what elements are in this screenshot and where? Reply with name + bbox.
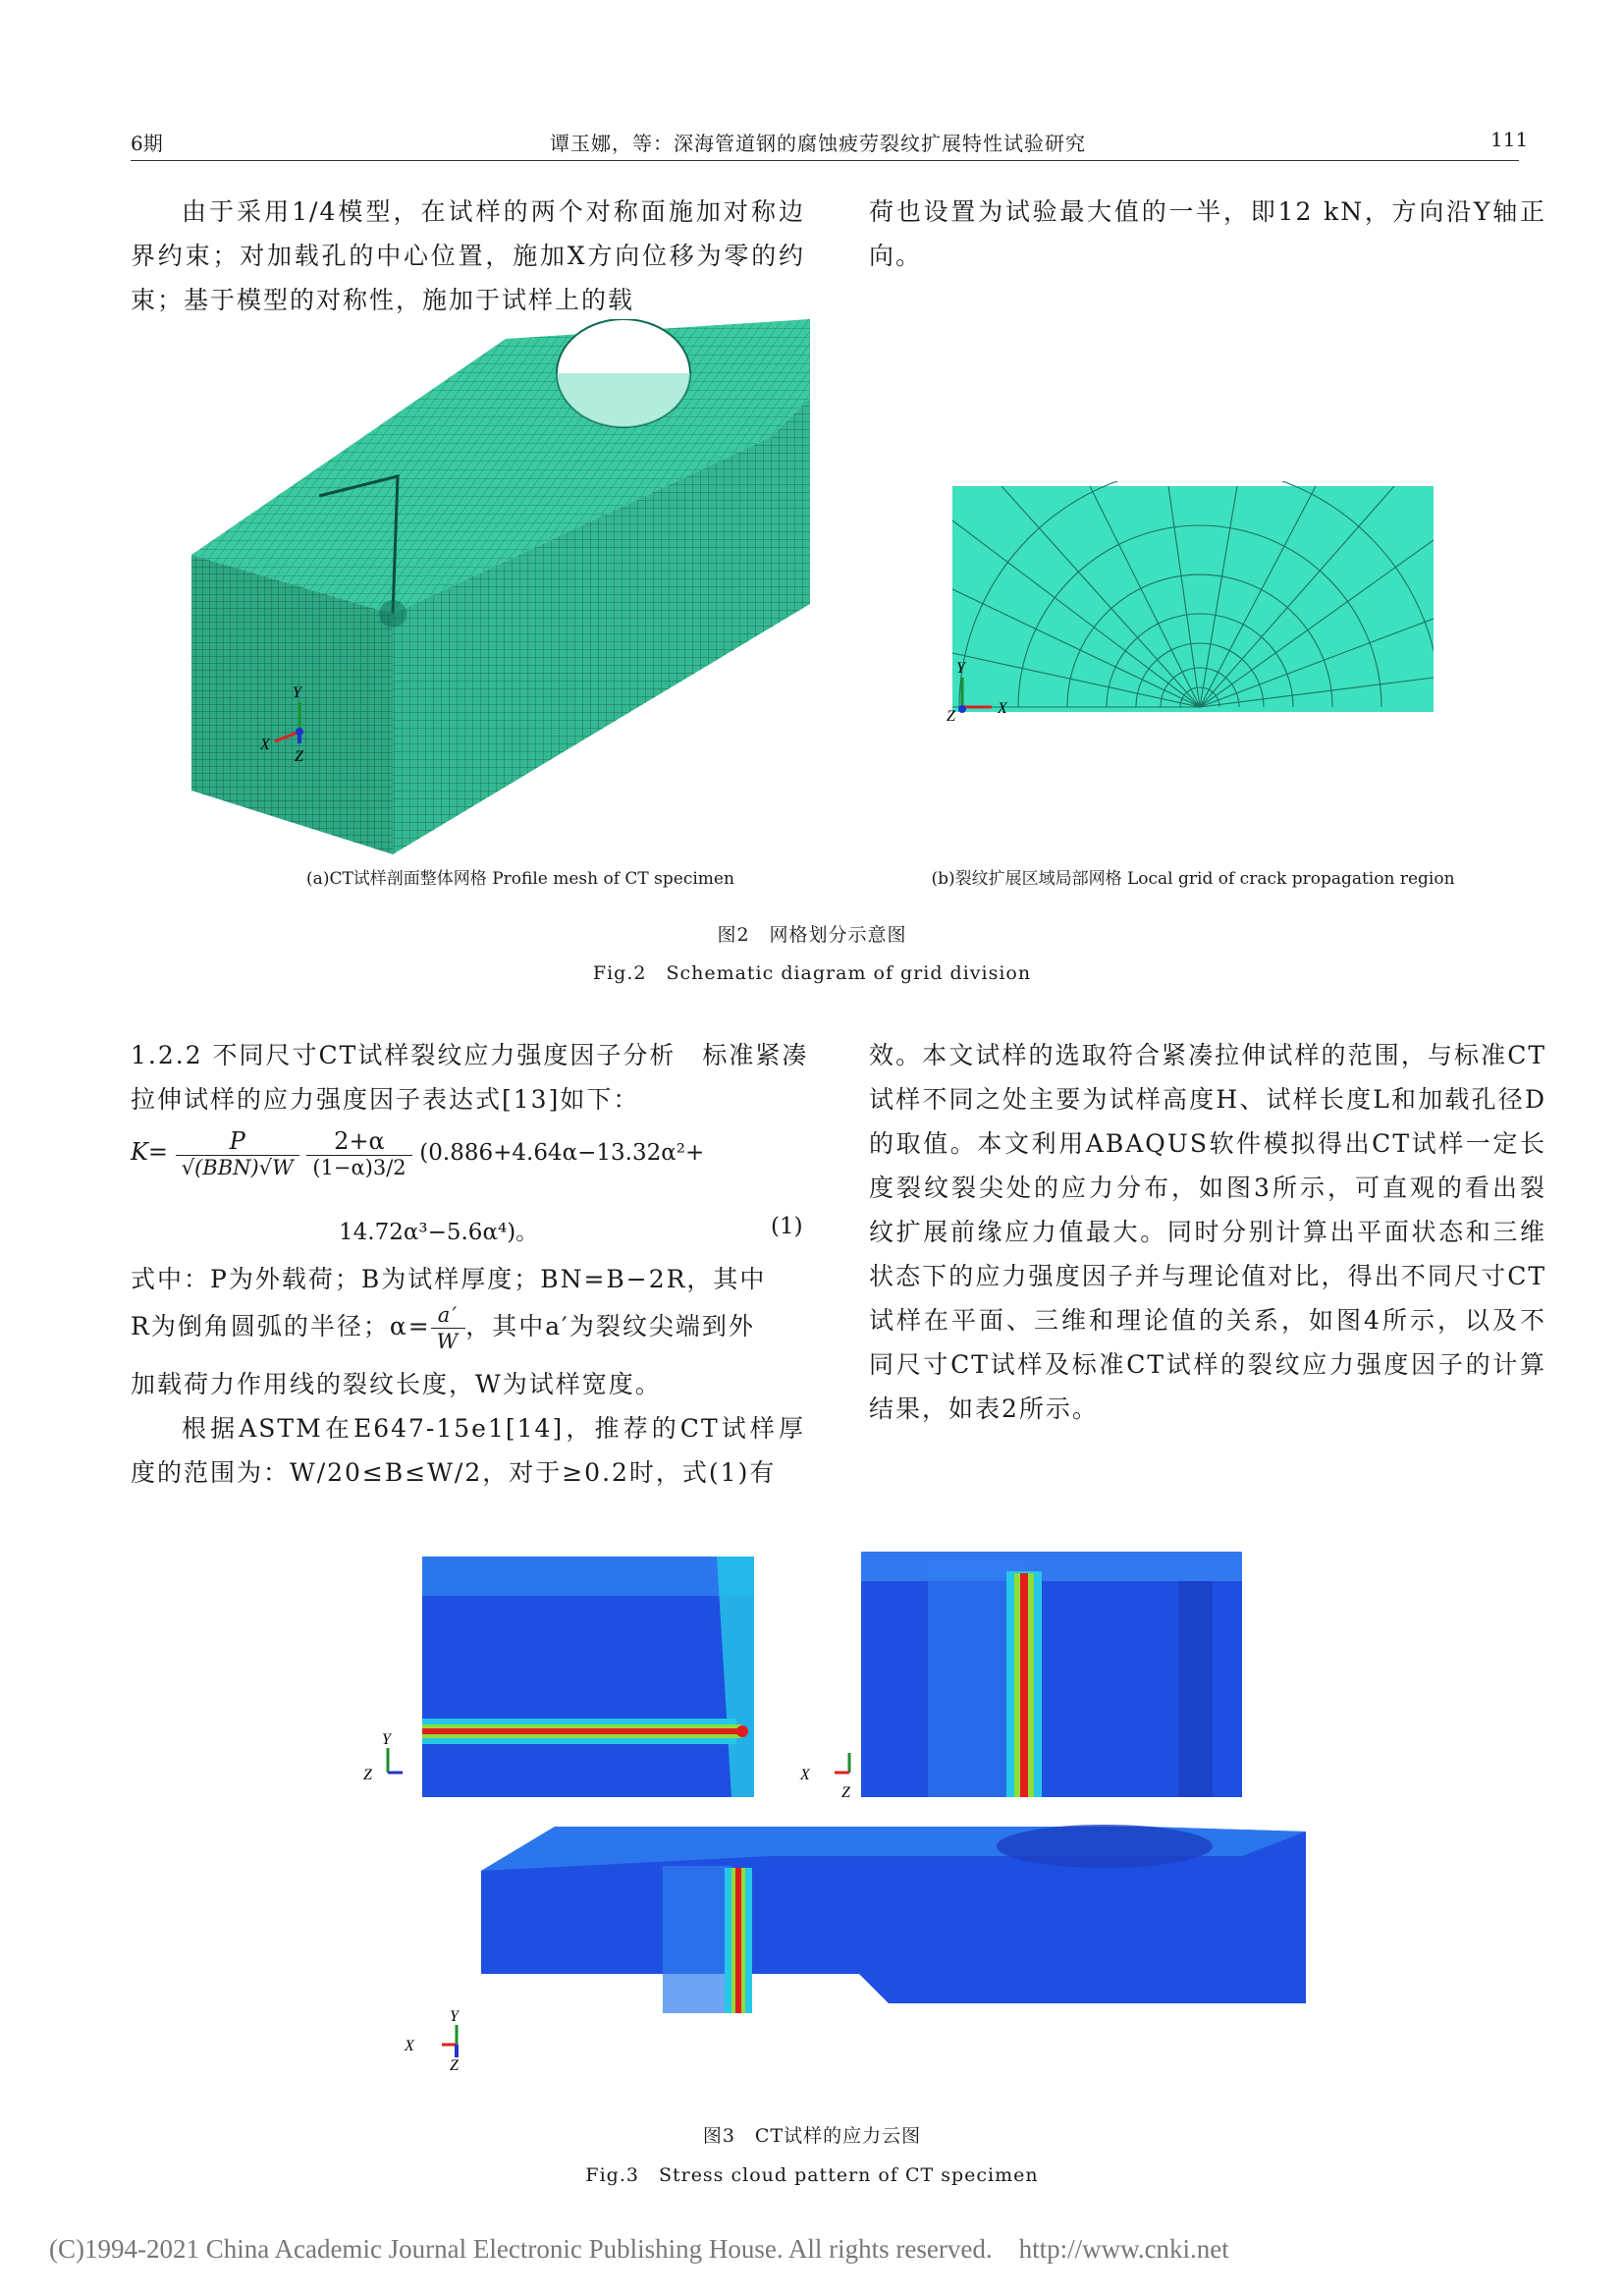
formula-fraction-alpha [306, 1127, 411, 1179]
axis-y-label: Y [956, 660, 965, 677]
figure-3-caption-cn: 图3 CT试样的应力云图 [702, 2125, 922, 2147]
axis-z-label: Z [295, 748, 303, 765]
figure-2a-subcaption: (a)CT试样剖面整体网格 Profile mesh of CT specimen [306, 869, 734, 889]
page-number: 111 [1490, 128, 1529, 151]
figure-2b-crack-mesh [943, 481, 1434, 722]
where-line-2 [131, 1302, 818, 1354]
alpha-fraction [431, 1302, 466, 1354]
section-text: 标准紧凑拉伸试样的应力强度因子表达式[13]如下： [131, 1041, 809, 1114]
stress-panel-front [422, 1557, 754, 1797]
formula-lhs: K= [131, 1138, 169, 1166]
issue-number: 6期 [131, 132, 163, 155]
section-heading-block [131, 1033, 818, 1121]
alpha-den: W [436, 1330, 460, 1353]
running-title: 谭玉娜，等：深海管道钢的腐蚀疲劳裂纹扩展特性试验研究 [550, 132, 1086, 155]
formula-frac1-num: P [176, 1127, 299, 1156]
formula-frac2-den: (1−α)3/2 [312, 1156, 406, 1179]
axis-x-label: X [405, 2038, 414, 2054]
figure-3-caption-en: Fig.3 Stress cloud pattern of CT specimen [585, 2164, 1039, 2186]
alpha-definition-lhs: R为倒角圆弧的半径；α= [131, 1312, 431, 1340]
formula-series: (0.886+4.64α−13.32α²+ [419, 1140, 705, 1166]
alpha-definition-rhs: ，其中a′为裂纹尖端到外 [465, 1312, 755, 1340]
paragraph-load: 荷也设置为试验最大值的一半，即12 kN，方向沿Y轴正向。 [869, 197, 1546, 270]
axis-x-label: X [800, 1767, 810, 1783]
figure-3-stress-clouds [358, 1552, 1311, 2072]
alpha-num: a′ [431, 1302, 466, 1329]
crack-mesh-region [952, 486, 1434, 712]
axis-x-label: X [998, 700, 1007, 717]
axis-y-label: Y [382, 1731, 391, 1748]
header-rule [131, 160, 1519, 161]
axis-y-label: Y [293, 684, 301, 701]
where-line-3: 加载荷力作用线的裂纹长度，W为试样宽度。 [131, 1370, 662, 1398]
stress-panel-3d [481, 1825, 1306, 2013]
formula-frac2-num: 2+α [306, 1127, 411, 1156]
paragraph-abaqus: 效。本文试样的选取符合紧凑拉伸试样的范围，与标准CT试样不同之处主要为试样高度H、试样长度L和加载孔径D的取值。本文利用ABAQUS软件模拟得出CT试样一定长度裂纹裂尖处的应力分布，如图3所示，可直观的看出裂纹扩展前缘应力值最大。同时分别计算出平面状态和三维状态下的应力强度因子并与理论值对比，得出不同尺寸CT试样在平面、三维和理论值的关系，如图4所示，以及不同尺寸CT试样及标准CT试样的裂纹应力强度因子的计算结果，如表2所示。 [869, 1041, 1546, 1423]
figure-2-caption-en: Fig.2 Schematic diagram of grid division [592, 962, 1032, 984]
axis-z-label: Z [450, 2057, 459, 2072]
paragraph-astm: 根据ASTM在E647-15e1[14]，推荐的CT试样厚度的范围为：W/20≤B≤W/2，对于≥0.2时，式(1)有 [131, 1414, 805, 1487]
where-line-1: 式中：P为外载荷；B为试样厚度；BN=B−2R，其中 [131, 1265, 767, 1293]
copyright-footer: (C)1994-2021 China Academic Journal Electronic Publishing House. All rights reserved. http://www.cnki.net [49, 2234, 1229, 2264]
axis-z-label: Z [363, 1767, 372, 1783]
axis-z-label: Z [947, 708, 955, 722]
figure-2b-subcaption: (b)裂纹扩展区域局部网格 Local grid of crack propagation region [931, 869, 1455, 889]
figure-2-caption-cn: 图2 网格划分示意图 [717, 924, 907, 946]
axis-z-label: Z [841, 1784, 850, 1801]
formula-1-line-2: 14.72α³−5.6α⁴)。 [339, 1220, 539, 1245]
axis-x-label: X [260, 737, 270, 753]
formula-fraction-p [176, 1127, 299, 1179]
formula-frac1-den: √(BBN)√W [181, 1156, 294, 1179]
paragraph-constraints: 由于采用1/4模型，在试样的两个对称面施加对称边界约束；对加载孔的中心位置，施加X方向位移为零的约束；基于模型的对称性，施加于试样上的载 [131, 197, 805, 314]
stress-panel-side [861, 1552, 1242, 1797]
formula-number: (1) [771, 1214, 803, 1239]
formula-1-line-1 [131, 1127, 704, 1179]
figure-2a-mesh-model [182, 319, 830, 854]
axis-y-label: Y [450, 2008, 459, 2025]
section-heading: 1.2.2 不同尺寸CT试样裂纹应力强度因子分析 [131, 1041, 677, 1069]
